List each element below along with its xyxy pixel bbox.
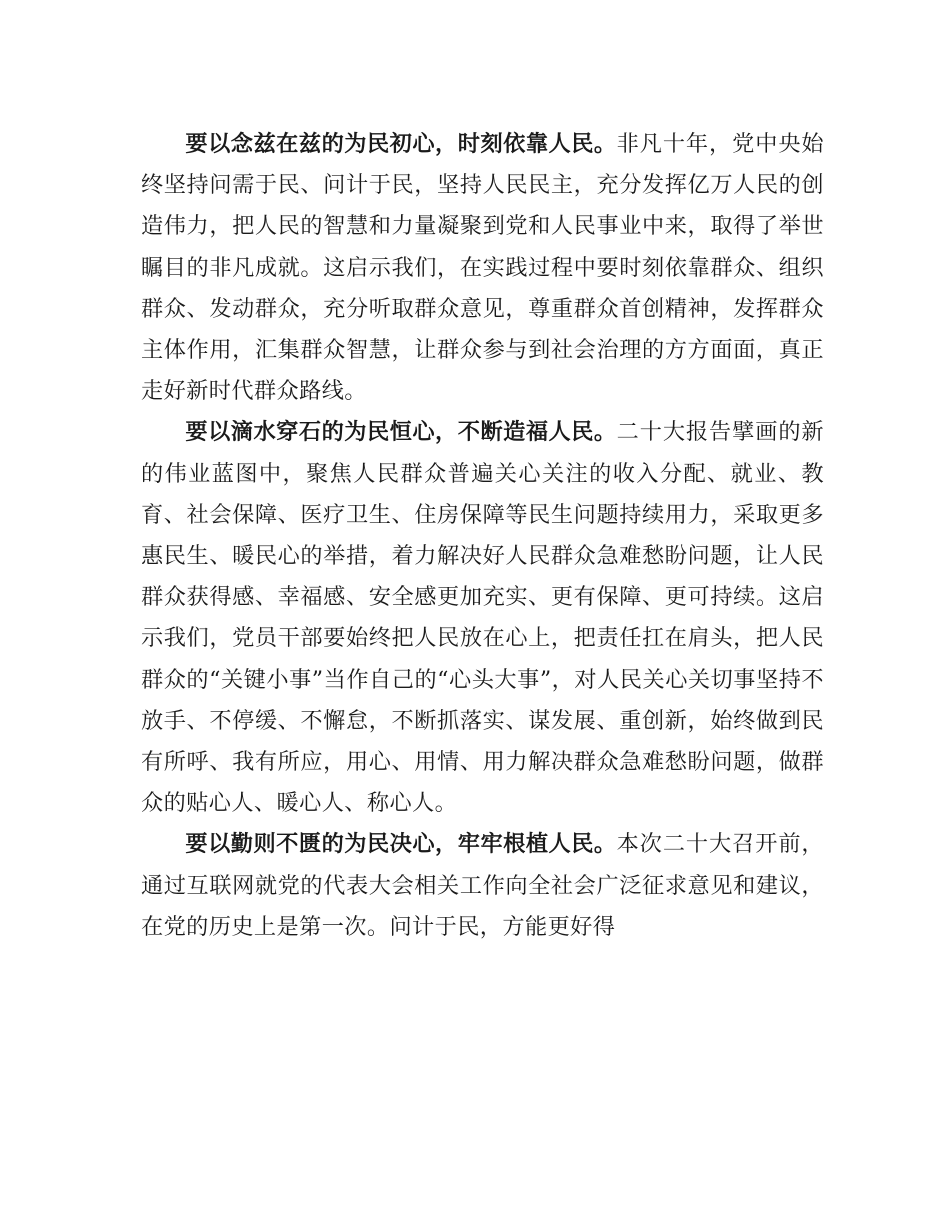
document-page <box>141 124 824 948</box>
paragraph-1-lead: 要以念兹在兹的为民初心，时刻依靠人民。 <box>185 131 617 157</box>
paragraph-2-body: 二十大报告擘画的新的伟业蓝图中，聚焦人民群众普遍关心关注的收入分配、就业、教育、社会保障、医疗卫生、住房保障等民生问题持续用力，采取更多惠民生、暖民心的举措，着力解决好人民群众急难愁盼问题，让人民群众获得感、幸福感、安全感更加充实、更有保障、更可持续。这启示我们，党员干部要始终把人民放在心上，把责任扛在肩头，把人民群众的“关键小事”当作自己的“心头大事”，对人民关心关切事坚持不放手、不停缓、不懈怠，不断抓落实、谋发展、重创新，始终做到民有所呼、我有所应，用心、用情、用力解决群众急难愁盼问题，做群众的贴心人、暖心人、称心人。 <box>141 419 825 817</box>
paragraph-3 <box>141 824 824 948</box>
paragraph-3-lead: 要以勤则不匮的为民决心，牢牢根植人民。 <box>185 831 617 858</box>
paragraph-2-lead: 要以滴水穿石的为民恒心，不断造福人民。 <box>185 419 617 446</box>
paragraph-1 <box>141 124 824 412</box>
paragraph-3-body: 本次二十大召开前，通过互联网就党的代表大会相关工作向全社会广泛征求意见和建议，在党的历史上是第一次。问计于民，方能更好得 <box>141 831 825 940</box>
paragraph-2 <box>141 412 824 824</box>
paragraph-1-body: 非凡十年，党中央始终坚持问需于民、问计于民，坚持人民民主，充分发挥亿万人民的创造伟力，把人民的智慧和力量凝聚到党和人民事业中来，取得了举世瞩目的非凡成就。这启示我们，在实践过程中要时刻依靠群众、组织群众、发动群众，充分听取群众意见，尊重群众首创精神，发挥群众主体作用，汇集群众智慧，让群众参与到社会治理的方方面面，真正走好新时代群众路线。 <box>141 131 825 405</box>
